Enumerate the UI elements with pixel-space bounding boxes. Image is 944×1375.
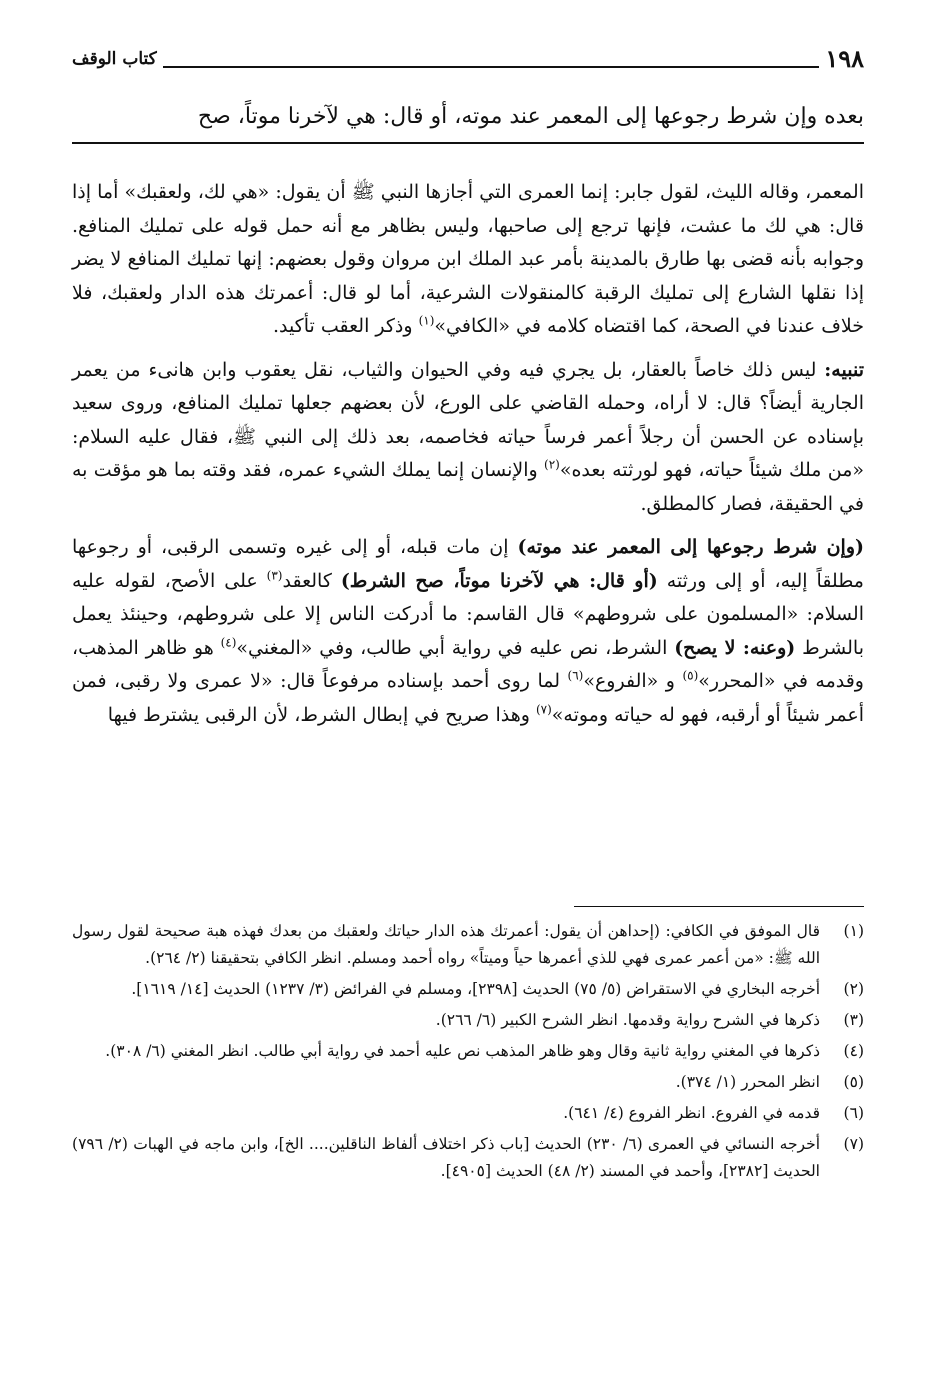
page-number: ١٩٨ <box>825 44 864 73</box>
matn-line: بعده وإن شرط رجوعها إلى المعمر عند موته، أو قال: هي لآخرنا موتاً، صح <box>197 104 864 129</box>
footnote <box>72 1007 864 1034</box>
footnote-ref-4[interactable]: (٤) <box>220 635 237 650</box>
footnote-number: (١) <box>843 922 864 940</box>
footnote-ref-6[interactable]: (٦) <box>567 668 584 683</box>
footnote-text: ذكرها في المغني رواية ثانية وقال وهو ظاهر المذهب نص عليه أحمد في رواية أبي طالب. انظر المغني (٦/ ٣٠٨). <box>105 1042 820 1060</box>
footnote-ref-1[interactable]: (١) <box>418 313 435 328</box>
footnote-text: قال الموفق في الكافي: (إحداهن أن يقول: أعمرتك هذه الدار حياتك ولعقبك من بعدك فهذه هبة صحيحة لقول رسول الله ﷺ: «من أعمر عمرى فهي للذي أعمرها حياً وميتاً» رواه أحمد ومسلم. انظر الكافي بتحقيقنا (٢/ ٢٦٤). <box>72 922 820 967</box>
footnotes <box>72 918 864 1189</box>
matn-quote: (وإن شرط رجوعها إلى المعمر عند موته) <box>517 536 865 558</box>
footnote <box>72 1069 864 1096</box>
footnote-number: (٤) <box>843 1042 864 1060</box>
note-label: تنبيه: <box>824 358 864 381</box>
footnote-number: (٢) <box>843 980 864 998</box>
footnote <box>72 1038 864 1065</box>
commentary <box>72 176 864 740</box>
commentary-paragraph-1: المعمر، وقاله الليث، لقول جابر: إنما العمرى التي أجازها النبي ﷺ أن يقول: «هي لك، ولعقبك» أما إذا قال: هي لك ما عشت، فإنها ترجع إلى صاحبها، وليس بظاهر مع أنه حمل قوله على تمليك المنافع. وجوابه بأنه قضى بها طارق بالمدينة بأمر عبد الملك ابن مروان وقول بعضهم: إنها تمليك المنافع لا يضر إذا نقلها الشارع إلى تمليك الرقبة كالمنقولات الشرعية، أما لو قال: أعمرتك هذه الدار ولعقبك، فلا خلاف عندنا في الصحة، كما اقتضاه كلامه في «الكافي»$^{(١)}$ وذكر العقب تأكيد. <box>72 181 864 337</box>
footnote-ref-3[interactable]: (٣) <box>266 568 283 583</box>
header-rule <box>163 66 820 68</box>
footnote-text: أخرجه البخاري في الاستقراض (٥/ ٧٥) الحديث [٢٣٩٨]، ومسلم في الفرائض (٣/ ١٢٣٧) الحديث [١٤/ ١٦١٩]. <box>131 980 820 998</box>
footnote-number: (٧) <box>843 1135 864 1153</box>
matn-quote: (أو قال: هي لآخرنا موتاً، صح الشرط) <box>340 569 658 592</box>
footnote-ref-5[interactable]: (٥) <box>682 668 699 683</box>
footnote-text: ذكرها في الشرح رواية وقدمها. انظر الشرح الكبير (٦/ ٢٦٦). <box>435 1011 820 1029</box>
footnote <box>72 976 864 1003</box>
footnote-text: قدمه في الفروع. انظر الفروع (٤/ ٦٤١). <box>563 1104 820 1122</box>
footnote-ref-2[interactable]: (٢) <box>544 457 560 472</box>
footnote <box>72 918 864 972</box>
footnote-text: انظر المحرر (١/ ٣٧٤). <box>675 1073 820 1091</box>
footnote-ref-7[interactable]: (٧) <box>535 702 552 717</box>
footnote-text: أخرجه النسائي في العمرى (٦/ ٢٣٠) الحديث [باب ذكر اختلاف ألفاظ الناقلين.... الخ]، وابن ماجه في الهبات (٢/ ٧٩٦) الحديث [٢٣٨٢]، وأحمد في المسند (٢/ ٤٨) الحديث [٤٩٠٥]. <box>72 1135 820 1180</box>
page-header <box>72 42 864 76</box>
footnote <box>72 1100 864 1127</box>
book-title: كتاب الوقف <box>72 49 157 69</box>
commentary-paragraph-3: (وإن شرط رجوعها إلى المعمر عند موته) إن مات قبله، أو إلى غيره وتسمى الرقبى، أو رجوعها مطلقاً إليه، أو إلى ورثته (أو قال: هي لآخرنا موتاً، صح الشرط) كالعقد$^{(٣)}$ على الأصح، لقوله عليه السلام: «المسلمون على شروطهم» قال القاسم: ما أدركت الناس إلا على شروطهم، وحينئذ يعمل بالشرط (وعنه: لا يصح) الشرط، نص عليه في رواية أبي طالب، وفي «المغني»$^{(٤)}$ هو ظاهر المذهب، وقدمه في «المحرر»$^{(٥)}$ و «الفروع»$^{(٦)}$ لما روى أحمد بإسناده مرفوعاً قال: «لا عمرى ولا رقبى، فمن أعمر شيئاً أو أرقبه، فهو له حياته وموته»$^{(٧)}$ وهذا صريح في إبطال الشرط، لأن الرقبى يشترط فيها <box>72 536 865 726</box>
footnote <box>72 1131 864 1185</box>
footnote-number: (٦) <box>843 1104 864 1122</box>
matn-quote: (وعنه: لا يصح) <box>674 636 796 659</box>
footnote-number: (٣) <box>843 1011 864 1029</box>
footnote-divider <box>574 906 864 907</box>
footnote-number: (٥) <box>843 1073 864 1091</box>
matn-text <box>72 100 864 144</box>
commentary-paragraph-2: تنبيه: ليس ذلك خاصاً بالعقار، بل يجري فيه وفي الحيوان والثياب، نقل يعقوب وابن هانىء من يعمر الجارية أيضاً؟ قال: لا أراه، وحمله القاضي على الورع، لأن بعضهم جعلها تمليك المنافع، وروى سعيد بإسناده عن الحسن أن رجلاً أعمر فرساً حياته فخاصمه، بعد ذلك إلى النبي ﷺ، فقال عليه السلام: «من ملك شيئاً حياته، فهو لورثته بعده»$^{(٢)}$ والإنسان إنما يملك الشيء عمره، فقد وقته بما هو مؤقت به في الحقيقة، فصار كالمطلق. <box>72 358 865 515</box>
